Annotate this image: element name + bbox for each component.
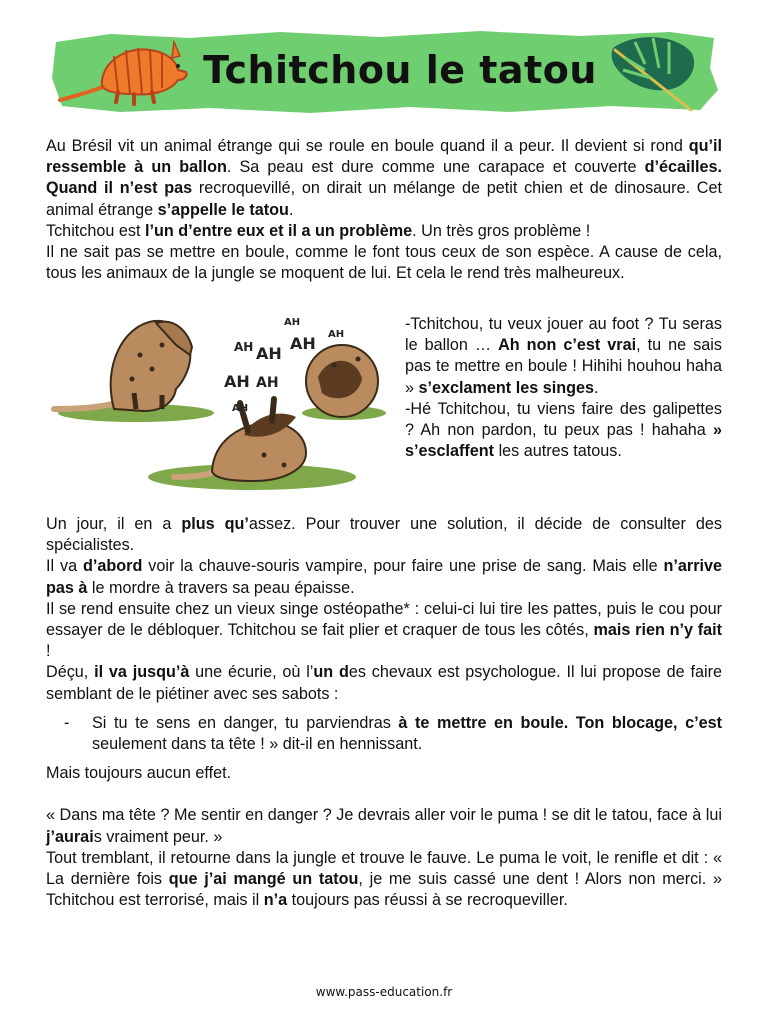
- text-span: « Dans ma tête ? Me sentir en danger ? Je devrais aller voir le puma ! se dit le tatou, face à lui: [46, 806, 722, 825]
- armadillo-icon: [54, 34, 194, 108]
- paragraph: [405, 314, 722, 399]
- text-span: recroquevillé, on dirait un mélange de petit chien et de dinosaure. Cet animal étrange: [46, 179, 722, 219]
- bullet-text: [92, 713, 722, 755]
- laugh-word: AH: [234, 340, 254, 354]
- text-span: que j’ai mangé un tatou: [168, 870, 359, 889]
- paragraph: [46, 514, 722, 556]
- text-span: voir la chauve-souris vampire, pour faire une prise de sang. Mais elle: [142, 557, 664, 576]
- text-span: Tchitchou est: [46, 221, 145, 240]
- paragraph: [46, 556, 722, 598]
- horse-quote: [64, 713, 722, 755]
- text-span: es chevaux est psychologue. Il lui propose de faire semblant de le piétiner avec ses sabots :: [46, 663, 722, 703]
- text-span: le mordre à travers sa peau épaisse.: [87, 578, 355, 597]
- text-span: n’arrive pas à: [46, 557, 723, 597]
- text-span: s’appelle le tatou: [157, 200, 289, 219]
- text-span: -Hé Tchitchou, tu viens faire des galipettes ? Ah non pardon, tu peux pas ! hahaha: [405, 399, 722, 440]
- leaf-icon: [605, 30, 705, 116]
- text-span: un d: [313, 663, 349, 682]
- text-span: Si tu te sens en danger, tu parviendras: [92, 713, 399, 732]
- footer-url: www.pass-education.fr: [315, 985, 453, 999]
- text-span: Tout tremblant, il retourne dans la jungle et trouve le fauve. Le puma le voit, le renifle et dit : « La dernière fois: [46, 848, 722, 889]
- text-span: Un jour, il en a: [46, 515, 182, 533]
- text-span: !: [46, 642, 51, 661]
- story-intro: [46, 136, 722, 284]
- no-effect: [46, 763, 722, 784]
- paragraph: [405, 399, 722, 463]
- story-body: [46, 514, 722, 911]
- page-title: Tchitchou le tatou: [203, 48, 597, 92]
- text-span: l’un d’entre eux et il a un problème: [144, 221, 413, 240]
- text-span: s vraiment peur. »: [93, 827, 223, 846]
- text-span: seulement dans ta tête ! » dit-il en hennissant.: [92, 735, 423, 754]
- text-span: les autres tatous.: [494, 442, 622, 461]
- paragraph: [46, 662, 722, 704]
- text-span: .: [288, 200, 294, 219]
- text-span: Ah non c’est vrai: [498, 336, 637, 355]
- text-span: j’aurai: [46, 827, 94, 846]
- text-span: d’écailles. Quand il n’est pas: [46, 158, 722, 198]
- text-span: -Tchitchou, tu veux jouer au foot ? Tu seras le ballon …: [405, 315, 722, 355]
- paragraph: [46, 136, 722, 221]
- consultations: [46, 514, 722, 705]
- text-span: qu’il ressemble à un ballon: [46, 137, 722, 177]
- paragraph: [46, 805, 722, 847]
- laugh-word: AH: [290, 334, 316, 353]
- laugh-word: AH: [224, 372, 250, 391]
- text-span: toujours pas réussi à se recroqueviller.: [287, 891, 568, 910]
- text-span: Au Brésil vit un animal étrange qui se roule en boule quand il a peur. Il devient si rond: [46, 137, 689, 155]
- text-span: mais rien n’y fait: [593, 621, 722, 640]
- paragraph: [46, 599, 722, 663]
- laugh-word: AH: [284, 317, 301, 328]
- armadillos-illustration: [44, 305, 396, 505]
- paragraph: [46, 763, 722, 784]
- text-span: .: [593, 378, 599, 397]
- text-span: s’exclament les singes: [418, 378, 594, 397]
- text-span: assez. Pour trouver une solution, il décide de consulter des spécialistes.: [46, 515, 722, 555]
- text-span: à te mettre en boule. Ton blocage, c’est: [398, 713, 722, 732]
- text-span: Il ne sait pas se mettre en boule, comme le font tous ceux de son espèce. A cause de cela, tous les animaux de la jungle se moquent de lui. Et cela le rend très malheureux.: [46, 243, 722, 283]
- laugh-word: AH: [328, 329, 345, 340]
- text-span: il va jusqu’à: [94, 663, 190, 682]
- laugh-word: AH: [256, 344, 282, 363]
- laugh-word: AH: [256, 375, 279, 391]
- paragraph: [46, 848, 722, 912]
- text-span: Il va: [46, 557, 83, 576]
- story-ending: [46, 805, 722, 911]
- text-span: Déçu,: [46, 663, 95, 682]
- text-span: » s’esclaffent: [405, 421, 722, 461]
- rolled-armadillo: [306, 345, 378, 417]
- paragraph: [46, 242, 722, 284]
- bullet-dash: -: [64, 713, 70, 732]
- text-span: Il se rend ensuite chez un vieux singe ostéopathe* : celui-ci lui tire les pattes, puis le cou pour essayer de le débloquer. Tchitchou se fait plier et craquer de tous les côtés,: [46, 599, 722, 640]
- mockery-dialogue: [405, 314, 722, 462]
- paragraph: [46, 221, 722, 242]
- text-span: . Sa peau est dure comme une carapace et couverte: [226, 158, 645, 177]
- sitting-armadillo: [54, 321, 192, 411]
- text-span: Mais toujours aucun effet.: [46, 764, 232, 783]
- text-span: . Un très gros problème !: [412, 221, 591, 240]
- text-span: , je me suis cassé une dent ! Alors non merci. » Tchitchou est terrorisé, mais il: [46, 870, 722, 910]
- text-span: n’a: [263, 891, 288, 910]
- text-span: d’abord: [83, 557, 143, 576]
- laugh-word: AH: [232, 403, 249, 414]
- title-banner: [50, 28, 720, 114]
- text-span: plus qu’: [181, 515, 249, 533]
- text-span: une écurie, où l’: [189, 663, 314, 682]
- text-span: , tu ne sais pas te mettre en boule ! Hihihi houhou haha »: [405, 336, 722, 397]
